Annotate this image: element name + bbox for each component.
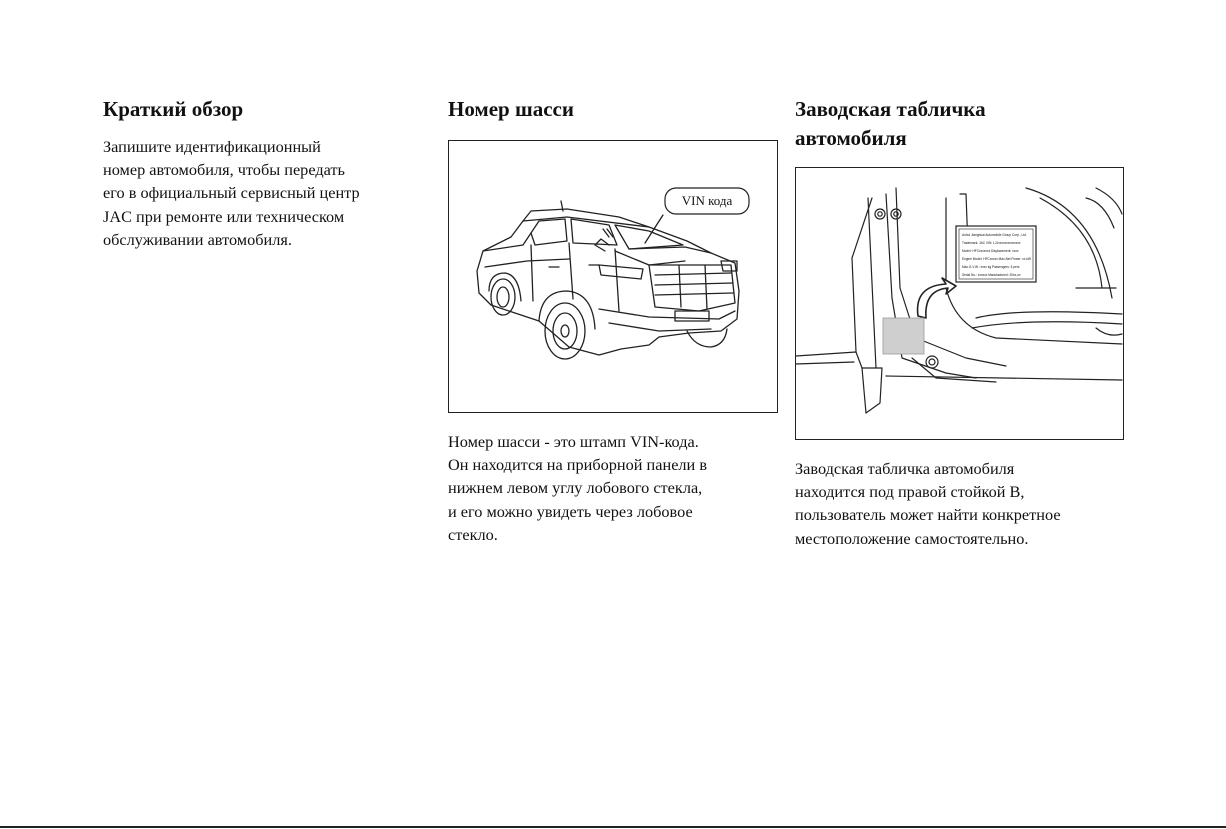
nameplate-body: Заводская табличка автомобиля находится под правой стойкой B, пользователь может найти конкретное местоположение самостоятельно.	[795, 459, 1061, 548]
chassis-heading: Номер шасси	[448, 97, 574, 121]
overview-heading: Краткий обзор	[103, 97, 244, 121]
b-pillar-figure	[795, 167, 1124, 440]
overview-body: Запишите идентификационный номер автомобиля, чтобы передать его в официальный сервисный центр JAC при ремонте или техническом обслуживании автомобиля.	[103, 137, 360, 249]
pickup-truck-figure	[448, 140, 778, 413]
nameplate-detail	[956, 226, 1036, 282]
overview-section	[103, 95, 413, 251]
vin-callout-label: VIN кода	[681, 193, 733, 208]
pickup-truck-illustration	[449, 141, 777, 412]
chassis-body: Номер шасси - это штамп VIN-кода. Он находится на приборной панели в нижнем левом углу лобового стекла, и его можно увидеть через лобовое стекло.	[448, 432, 708, 544]
b-pillar-illustration	[796, 168, 1123, 439]
nameplate-heading: Заводская табличка автомобиля	[795, 97, 986, 150]
nameplate-location-marker	[883, 318, 924, 354]
svg-text:Trademark: JAC VIN:: Trademark: JAC VIN: LJ1xxxxxxxxxxxxxx	[962, 241, 1021, 245]
svg-text:Anhui Jianghuai Automobile Gro: Anhui Jianghuai Automobile Group Corp., Ltd.	[962, 233, 1027, 237]
svg-text:Serial No.: xxxxxx Manuf: Serial No.: xxxxxx Manufactured: 20xx-xx	[962, 273, 1021, 277]
svg-text:Model: HFCxxxxxxx Displ: Model: HFCxxxxxxx Displacement: xxxx	[962, 249, 1019, 253]
svg-text:Max.G.V.W.: xxxx kg Passe: Max.G.V.W.: xxxx kg Passengers: 5 pers	[962, 265, 1020, 269]
chassis-section	[448, 95, 778, 124]
page-bottom-rule	[0, 826, 1226, 828]
svg-text:Engine Model: HFCxxxxx Max.N: Engine Model: HFCxxxxx Max.Net Power: xx kW	[962, 257, 1031, 261]
nameplate-section	[795, 95, 1125, 153]
